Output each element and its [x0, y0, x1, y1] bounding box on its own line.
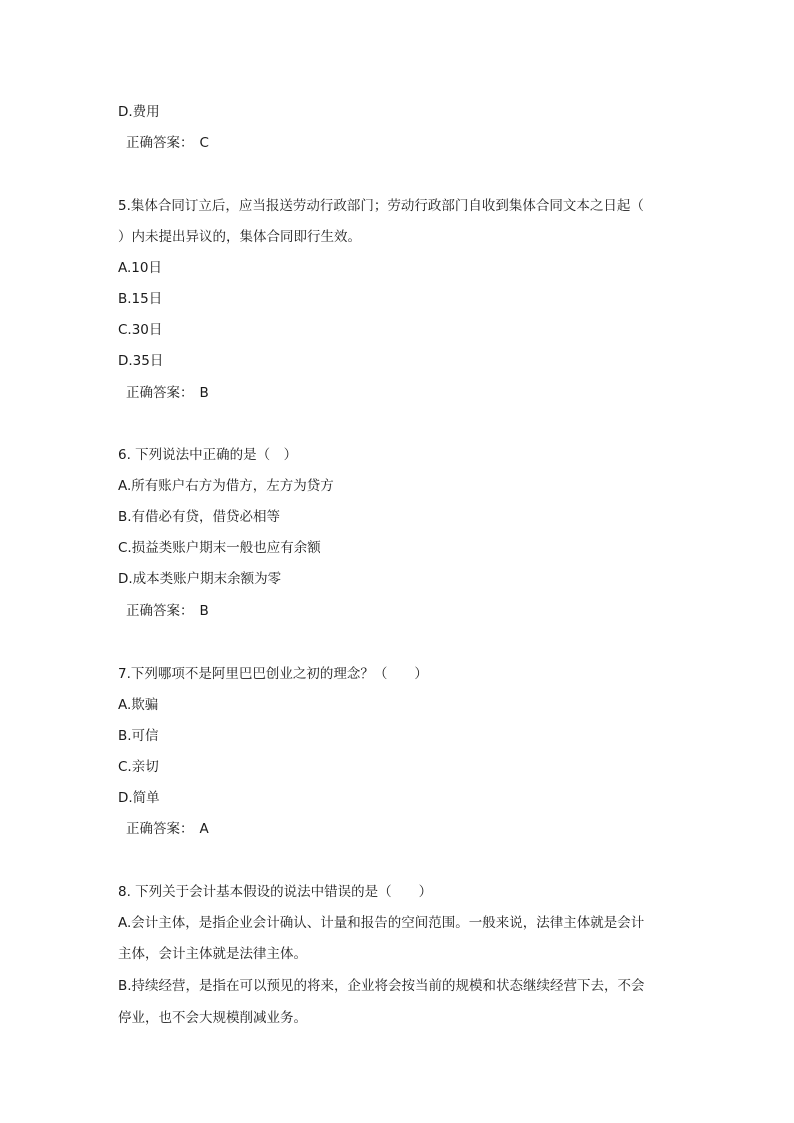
- question-line: 6. 下列说法中正确的是（ ）: [118, 447, 298, 463]
- option-line: 停业，也不会大规模削减业务。: [118, 1010, 307, 1026]
- option-line: 主体，会计主体就是法律主体。: [118, 946, 307, 962]
- answer-line: [126, 819, 209, 839]
- answer-value: B: [199, 603, 209, 619]
- question-line: 5.集体合同订立后，应当报送劳动行政部门；劳动行政部门自收到集体合同文本之日起（: [118, 198, 644, 214]
- answer-label: 正确答案：: [126, 603, 194, 619]
- answer-line: [126, 601, 209, 621]
- option-line: D.35日: [118, 353, 164, 369]
- answer-value: C: [199, 135, 209, 151]
- answer-label: 正确答案：: [126, 821, 194, 837]
- option-line: C.30日: [118, 322, 163, 338]
- option-line: A.会计主体，是指企业会计确认、计量和报告的空间范围。一般来说，法律主体就是会计: [118, 915, 645, 931]
- question-line: 8. 下列关于会计基本假设的说法中错误的是（ ）: [118, 884, 433, 900]
- option-line: B.可信: [118, 728, 159, 744]
- question-line: 7.下列哪项不是阿里巴巴创业之初的理念？（ ）: [118, 666, 428, 682]
- option-line: A.所有账户右方为借方，左方为贷方: [118, 478, 334, 494]
- option-line: D.简单: [118, 790, 160, 806]
- option-line: D.成本类账户期末余额为零: [118, 571, 282, 587]
- option-line: C.损益类账户期末一般也应有余额: [118, 540, 321, 556]
- option-line: A.欺骗: [118, 697, 159, 713]
- option-line: C.亲切: [118, 759, 159, 775]
- option-line: B.15日: [118, 291, 163, 307]
- option-line: B.持续经营，是指在可以预见的将来，企业将会按当前的规模和状态继续经营下去，不会: [118, 978, 645, 994]
- option-line: B.有借必有贷，借贷必相等: [118, 509, 281, 525]
- answer-label: 正确答案：: [126, 385, 194, 401]
- option-line: A.10日: [118, 260, 162, 276]
- option-line: D.费用: [118, 104, 160, 120]
- answer-line: [126, 383, 209, 403]
- answer-value: A: [199, 821, 209, 837]
- answer-line: [126, 133, 209, 153]
- question-line: ）内未提出异议的，集体合同即行生效。: [118, 229, 361, 245]
- answer-value: B: [199, 385, 209, 401]
- answer-label: 正确答案：: [126, 135, 194, 151]
